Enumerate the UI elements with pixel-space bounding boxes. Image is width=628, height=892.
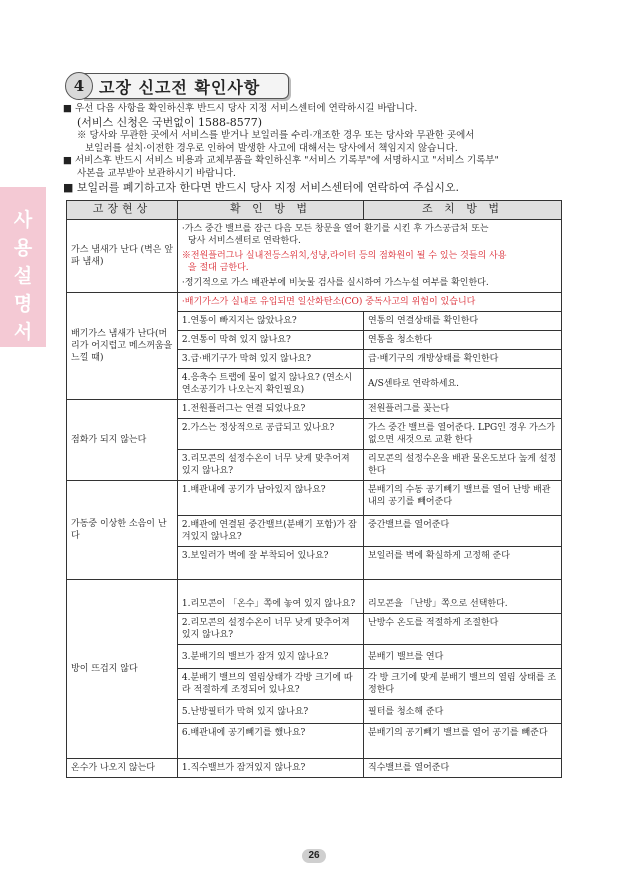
check-cell: 1.배관내에 공기가 남아있지 않나요? [177, 481, 363, 516]
check-cell: 4.응축수 트랩에 물이 없지 않나요? (연소시 연소공기가 나오는지 확인필요) [177, 369, 363, 400]
table-row [67, 293, 562, 312]
side-tab-char: 명 [13, 293, 33, 315]
gas-instructions [177, 220, 561, 293]
check-cell: 3.리모콘의 설정수온이 너무 낮게 맞추어져 있지 않나요? [177, 450, 363, 481]
action-cell: 가스 중간 밸브를 열어준다. LPG인 경우 가스가 없으면 새것으로 교환 한다 [364, 419, 562, 450]
action-cell: 연통의 연결상태를 확인한다 [364, 312, 562, 331]
check-cell: 6.배관내에 공기빼기를 했나요? [177, 724, 363, 759]
symptom-noise: 가동중 이상한 소음이 난다 [67, 481, 178, 580]
table-row [67, 220, 562, 293]
check-cell: 2.리모콘의 설정수온이 너무 낮게 맞추어져 있지 않나요? [177, 614, 363, 645]
table-row [67, 759, 562, 778]
check-cell: 1.전원플러그는 연결 되었나요? [177, 400, 363, 419]
symptom-gas-smell: 가스 냄새가 난다 (벽은 앞파 냄새) [67, 220, 178, 293]
header-check: 확 인 방 법 [177, 201, 363, 220]
action-cell: 중간밸브를 열어준다 [364, 516, 562, 547]
gas-instruction: ·가스 중간 밸브를 잠근 다음 모든 창문을 열어 환기를 시킨 후 가스공급처 또는 [181, 224, 489, 234]
note-service-record-cont: 사본을 교부받아 보관하시기 바랍니다. [77, 168, 236, 180]
action-cell: A/S센타로 연락하세요. [364, 369, 562, 400]
side-tab-char: 용 [13, 237, 33, 259]
action-cell: 난방수 온도를 적절하게 조절한다 [364, 614, 562, 645]
action-cell: 리모콘을 「난방」쪽으로 선택한다. [364, 580, 562, 614]
header-symptom: 고장현상 [67, 201, 178, 220]
action-cell: 보일러를 벽에 확실하게 고정해 준다 [364, 547, 562, 580]
action-cell: 각 방 크기에 맞게 분배기 밸브의 열림 상태를 조정한다 [364, 669, 562, 700]
gas-warning: ※전원플러그나 실내전등스위치,성냥,라이터 등의 점화원이 될 수 있는 것들의 사용 [181, 251, 507, 261]
action-cell: 전원플러그를 꽂는다 [364, 400, 562, 419]
table-header-row [67, 201, 562, 220]
side-tab-char: 서 [13, 321, 33, 343]
action-cell: 분배기의 수동 공기빼기 밸브를 열어 난방 배관내의 공기를 빼어준다 [364, 481, 562, 516]
check-cell: 5.난방필터가 막혀 있지 않나요? [177, 700, 363, 724]
gas-instruction: 당사 서비스센터로 연락한다. [187, 236, 301, 246]
note-contact-service: ■ 우선 다음 사항을 확인하신후 반드시 당사 지정 서비스센터에 연락하시길 바랍니다. [63, 103, 418, 114]
note-service-record: ■ 서비스후 반드시 서비스 비용과 교체부품을 확인하신후 "서비스 기록부"에 서명하시고 "서비스 기록부" [63, 155, 499, 167]
check-cell: 1.리모콘이 「온수」쪽에 놓여 있지 않나요? [177, 580, 363, 614]
section-header [62, 72, 292, 99]
check-cell: 3.보일러가 벽에 잘 부착되어 있나요? [177, 547, 363, 580]
action-cell: 리모콘의 설정수온을 배관 물온도보다 높게 설정 한다 [364, 450, 562, 481]
troubleshooting-table [66, 200, 562, 778]
check-cell: 2.배관에 연결된 중간밸브(분배기 포함)가 잠겨있지 않나요? [177, 516, 363, 547]
table-row [67, 580, 562, 614]
action-cell: 분배기의 공기빼기 밸브를 열어 공기를 빼준다 [364, 724, 562, 759]
symptom-room-not-hot: 방이 뜨겁지 않다 [67, 580, 178, 759]
action-cell: 필터를 청소해 준다 [364, 700, 562, 724]
note-service-phone: (서비스 신청은 국번없이 1588-8577) [77, 115, 263, 129]
action-cell: 급·배기구의 개방상태를 확인한다 [364, 350, 562, 369]
gas-warning: 을 절대 금한다. [187, 263, 249, 273]
notes-block [63, 103, 563, 195]
check-cell: 4.분배기 밸브의 열림상태가 각방 크기에 따라 적절하게 조정되어 있나요? [177, 669, 363, 700]
header-action: 조 치 방 법 [364, 201, 562, 220]
side-tab-char: 사 [13, 209, 33, 231]
section-title: 고장 신고전 확인사항 [99, 78, 261, 97]
note-disposal: ■ 보일러를 폐기하고자 한다면 반드시 당사 지정 서비스센터에 연락하여 주십시오. [63, 180, 460, 194]
page-number: 26 [302, 849, 326, 863]
check-cell: 2.연통이 막혀 있지 않나요? [177, 331, 363, 350]
symptom-exhaust-smell: 배기가스 냄새가 난다(머리가 어지럽고 메스꺼움을 느낄 때) [67, 293, 178, 400]
gas-instruction: ·정기적으로 가스 배관부에 비눗물 검사를 실시하여 가스누설 여부를 확인한다. [181, 278, 489, 288]
check-cell: 3.분배기의 밸브가 잠겨 있지 않나요? [177, 645, 363, 669]
side-tab-manual [0, 187, 46, 347]
exhaust-warning: ·배기가스가 실내로 유입되면 일산화탄소(CO) 중독사고의 위험이 있습니다 [177, 293, 561, 312]
section-number-badge: 4 [65, 72, 93, 100]
action-cell: 직수밸브를 열어준다 [364, 759, 562, 778]
action-cell: 분배기 밸브를 연다 [364, 645, 562, 669]
note-disclaimer: ※ 당사와 무관한 곳에서 서비스를 받거나 보일러를 수리·개조한 경우 또는 당사와 무관한 곳에서 [77, 129, 475, 141]
check-cell: 2.가스는 정상적으로 공급되고 있나요? [177, 419, 363, 450]
check-cell: 1.연통이 빠지지는 않았나요? [177, 312, 363, 331]
table-row [67, 481, 562, 516]
symptom-no-ignition: 점화가 되지 않는다 [67, 400, 178, 481]
check-cell: 3.급·배기구가 막혀 있지 않나요? [177, 350, 363, 369]
check-cell: 1.직수밸브가 잠겨있지 않나요? [177, 759, 363, 778]
table-row [67, 400, 562, 419]
action-cell: 연통을 청소한다 [364, 331, 562, 350]
note-disclaimer-cont: 보일러를 설치·이전한 경우로 인하여 발생한 사고에 대해서는 당사에서 책임지지 않습니다. [85, 142, 458, 154]
side-tab-char: 설 [13, 265, 33, 287]
symptom-no-hot-water: 온수가 나오지 않는다 [67, 759, 178, 778]
